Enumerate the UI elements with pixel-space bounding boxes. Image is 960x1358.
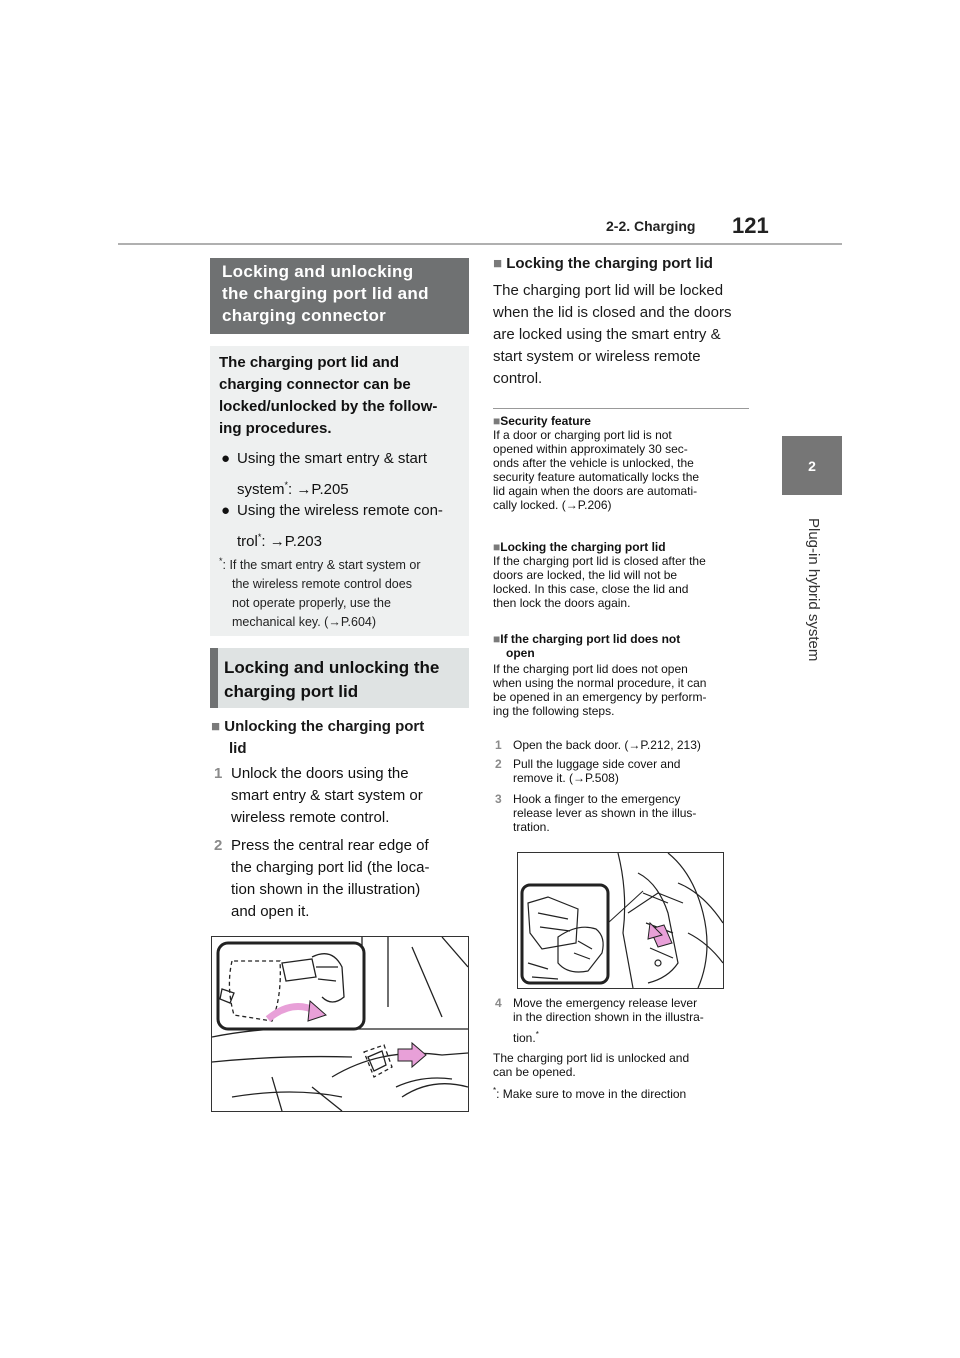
footnote-line: : Make sure to move in the direction xyxy=(496,1087,687,1101)
step-line: wireless remote control. xyxy=(231,809,390,826)
emergency-step-2 xyxy=(493,757,753,785)
step-1 xyxy=(211,763,471,829)
intro-line: locked/unlocked by the follow- xyxy=(219,398,438,415)
body-line: are locked using the smart entry & xyxy=(493,326,721,343)
lever-drawing xyxy=(518,853,723,988)
note-line: lid again when the doors are automati- xyxy=(493,484,698,498)
step-number: 3 xyxy=(495,792,502,806)
body-line: control. xyxy=(493,370,543,387)
step-line: Unlock the doors using the xyxy=(231,765,409,782)
not-open-note xyxy=(493,632,753,718)
heading-line: charging port lid xyxy=(224,682,359,701)
step-line: Pull the luggage side cover and xyxy=(513,757,681,771)
note-line: cally locked. (→P.206) xyxy=(493,498,612,512)
heading-line: charging connector xyxy=(222,306,387,325)
note-line: If a door or charging port lid is not xyxy=(493,428,672,442)
lid-drawing xyxy=(212,937,468,1111)
header-rule xyxy=(118,243,842,245)
emergency-step-4 xyxy=(493,996,753,1045)
step-line: tion. xyxy=(513,1031,536,1045)
square-bullet-icon: ■ xyxy=(211,718,221,735)
right-footnote xyxy=(493,1084,753,1101)
step-line: remove it. (→P.508) xyxy=(513,771,619,785)
asterisk-mark: * xyxy=(493,1086,497,1095)
square-bullet-icon: ■ xyxy=(493,540,501,554)
bullet-dot-icon: ● xyxy=(221,502,231,519)
note-line: onds after the vehicle is unlocked, the xyxy=(493,456,694,470)
note-title: Locking the charging port lid xyxy=(500,540,666,554)
step-line: Hook a finger to the emergency xyxy=(513,792,681,806)
bullet-line: trol xyxy=(237,533,258,550)
footnote-line: the wireless remote control does xyxy=(232,577,412,592)
footnote-line: : If the smart entry & start system or xyxy=(222,558,421,573)
square-bullet-icon: ■ xyxy=(493,632,501,646)
note-title: Security feature xyxy=(500,414,591,428)
step-line: and open it. xyxy=(231,903,310,920)
step-line: in the direction shown in the illustra- xyxy=(513,1010,704,1024)
note-line: doors are locked, the lid will not be xyxy=(493,568,678,582)
step-line: tion shown in the illustration) xyxy=(231,881,421,898)
bullet-line: Using the smart entry & start xyxy=(237,450,428,467)
note-line: security feature automatically locks the xyxy=(493,470,700,484)
bullet-line: system xyxy=(237,481,285,498)
note-line: when using the normal procedure, it can xyxy=(493,676,707,690)
note-line: opened within approximately 30 sec- xyxy=(493,442,688,456)
note-line: ing the following steps. xyxy=(493,704,615,718)
step-line: Press the central rear edge of xyxy=(231,837,429,854)
note-title: If the charging port lid does not xyxy=(500,632,681,646)
footnote-line: not operate properly, use the xyxy=(232,596,391,611)
section-heading-box xyxy=(210,258,469,334)
step-line: Move the emergency release lever xyxy=(513,996,698,1010)
title-line: Unlocking the charging port xyxy=(224,718,425,735)
bullet-item xyxy=(221,446,466,503)
step-number: 4 xyxy=(495,996,502,1010)
unlock-title xyxy=(211,716,471,760)
note-line: If the charging port lid is closed after the xyxy=(493,554,706,568)
intro-line: ing procedures. xyxy=(219,420,332,437)
page-ref-link[interactable]: : →P.203 xyxy=(261,533,322,550)
asterisk-mark: * xyxy=(284,480,289,490)
lock-body xyxy=(493,280,753,390)
lock-title xyxy=(493,255,753,272)
note-title: open xyxy=(506,646,535,660)
step-line: the charging port lid (the loca- xyxy=(231,859,430,876)
asterisk-mark: * xyxy=(219,556,223,566)
asterisk-mark: * xyxy=(257,532,262,542)
bullet-line: Using the wireless remote con- xyxy=(237,502,443,519)
note-line: locked. In this case, close the lid and xyxy=(493,582,689,596)
intro-line: charging connector can be xyxy=(219,376,411,393)
emergency-step-3 xyxy=(493,792,753,834)
notes-rule xyxy=(493,408,749,409)
body-line: The charging port lid will be locked xyxy=(493,282,724,299)
step-line: smart entry & start system or xyxy=(231,787,423,804)
release-lever-illustration xyxy=(517,852,724,989)
body-line: when the lid is closed and the doors xyxy=(493,304,732,321)
result-line: can be opened. xyxy=(493,1065,576,1079)
square-bullet-icon: ■ xyxy=(493,414,501,428)
charging-lid-illustration xyxy=(211,936,469,1112)
chapter-label: Plug-in hybrid system xyxy=(805,518,822,662)
security-note xyxy=(493,414,753,512)
heading-line: Locking and unlocking the xyxy=(224,658,440,677)
note-line: then lock the doors again. xyxy=(493,596,631,610)
result-line: The charging port lid is unlocked and xyxy=(493,1051,690,1065)
step-number: 2 xyxy=(214,837,223,854)
asterisk-mark: * xyxy=(535,1030,539,1039)
step-2 xyxy=(211,835,471,923)
step-line: tration. xyxy=(513,820,550,834)
step-number: 2 xyxy=(495,757,502,771)
intro-line: The charging port lid and xyxy=(219,354,399,371)
square-bullet-icon: ■ xyxy=(493,255,503,272)
heading-line: Locking and unlocking xyxy=(222,262,414,281)
lock-note xyxy=(493,540,753,610)
step-number: 1 xyxy=(214,765,223,782)
note-line: be opened in an emergency by perform- xyxy=(493,690,707,704)
emergency-step-1 xyxy=(493,738,753,752)
bullet-item xyxy=(221,498,466,555)
footnote xyxy=(219,552,464,632)
heading-line: the charging port lid and xyxy=(222,284,429,303)
step-line: Open the back door. (→P.212, 213) xyxy=(513,738,701,752)
step-line: release lever as shown in the illus- xyxy=(513,806,697,820)
body-line: start system or wireless remote xyxy=(493,348,701,365)
intro-text xyxy=(219,352,464,440)
title-text: Locking the charging port lid xyxy=(506,255,713,272)
step-number: 1 xyxy=(495,738,502,752)
section-title: 2-2. Charging xyxy=(606,218,696,234)
page-ref-link[interactable]: : →P.205 xyxy=(288,481,349,498)
footnote-line: mechanical key. (→P.604) xyxy=(232,615,377,630)
page-number: 121 xyxy=(732,213,769,238)
note-line: If the charging port lid does not open xyxy=(493,662,688,676)
bullet-dot-icon: ● xyxy=(221,450,231,467)
subsection-heading xyxy=(210,648,469,708)
chapter-tab[interactable]: 2 xyxy=(782,436,842,495)
title-line: lid xyxy=(229,740,247,757)
result-text xyxy=(493,1051,753,1079)
